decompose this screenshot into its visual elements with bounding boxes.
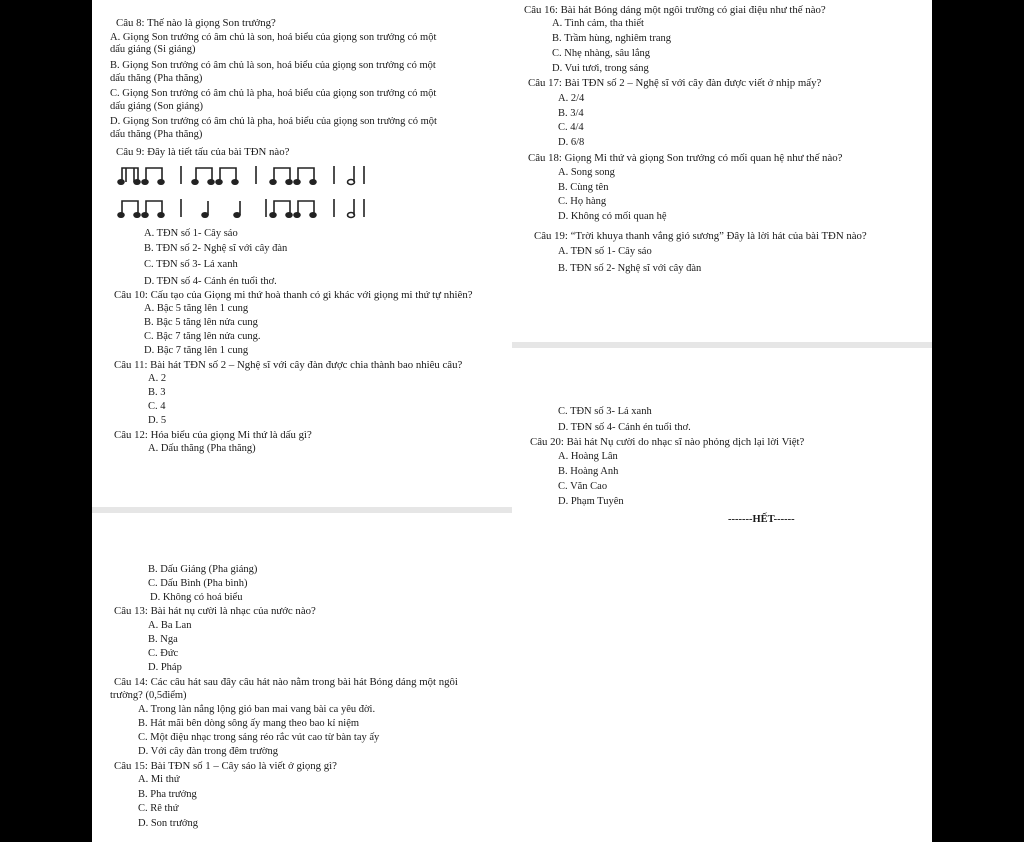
rhythm-row-1 — [118, 166, 364, 185]
question-14: Câu 14: Các câu hát sau đây câu hát nào nằm trong bài hát Bóng dáng một ngôi — [114, 676, 458, 688]
q10-option-c: C. Bậc 7 tăng lên nửa cung. — [144, 331, 261, 342]
q10-option-a: A. Bậc 5 tăng lên 1 cung — [144, 303, 249, 314]
question-17: Câu 17: Bài TĐN số 2 – Nghệ sĩ với cây đàn được viết ở nhịp mấy? — [528, 77, 822, 89]
q10-option-d: D. Bậc 7 tăng lên 1 cung — [144, 345, 249, 356]
question-14-cont: trường? (0,5điểm) — [110, 690, 187, 701]
q11-option-d: D. 5 — [148, 415, 167, 426]
q18-option-d: D. Không có mối quan hệ — [558, 211, 667, 222]
question-8: Câu 8: Thế nào là giọng Son trưởng? — [116, 17, 276, 29]
q8-option-c-cont: dấu giáng (Son giáng) — [110, 101, 204, 112]
page-divider-right — [512, 342, 932, 348]
q8-option-a: A. Giọng Son trưởng có âm chủ là son, hoá biểu của giọng son trưởng có một — [110, 32, 437, 43]
q12-option-a: A. Dấu thăng (Pha thăng) — [148, 443, 256, 454]
q13-option-a: A. Ba Lan — [148, 620, 192, 631]
question-19: Câu 19: “Trời khuya thanh vắng gió sương” Đây là lời hát của bài TĐN nào? — [534, 230, 867, 242]
q8-option-a-cont: dấu giáng (Si giáng) — [110, 44, 196, 55]
end-marker: -------HẾT------ — [728, 514, 795, 525]
page-divider-left — [92, 507, 512, 513]
q15-option-b: B. Pha trưởng — [138, 789, 197, 800]
q13-option-d: D. Pháp — [148, 662, 182, 673]
q18-option-a: A. Song song — [558, 167, 615, 178]
q16-option-a: A. Tình cảm, tha thiết — [552, 18, 644, 29]
rhythm-notation — [116, 160, 376, 222]
q8-option-d: D. Giọng Son trưởng có âm chủ là pha, hoá biểu của giọng son trưởng có một — [110, 116, 437, 127]
q17-option-c: C. 4/4 — [558, 122, 584, 133]
q19-option-c: C. TĐN số 3- Lá xanh — [558, 406, 652, 417]
q14-option-b: B. Hát mãi bên dòng sông ấy mang theo bao kỉ niệm — [138, 718, 360, 729]
q20-option-a: A. Hoàng Lân — [558, 451, 618, 462]
q18-option-c: C. Họ hàng — [558, 196, 607, 207]
q11-option-b: B. 3 — [148, 387, 166, 398]
q10-option-b: B. Bậc 5 tăng lên nửa cung — [144, 317, 258, 328]
q9-option-d: D. TĐN số 4- Cánh én tuổi thơ. — [144, 276, 277, 287]
q14-option-d: D. Với cây đàn trong đêm trường — [138, 746, 278, 757]
q15-option-a: A. Mi thứ — [138, 774, 180, 785]
question-15: Câu 15: Bài TĐN số 1 – Cây sáo là viết ở giọng gì? — [114, 760, 337, 772]
q9-option-a: A. TĐN số 1- Cây sáo — [144, 228, 238, 239]
question-12: Câu 12: Hóa biểu của giọng Mi thứ là dấu gì? — [114, 429, 312, 441]
question-18: Câu 18: Giọng Mi thứ và giọng Son trưởng có mối quan hệ như thế nào? — [528, 152, 843, 164]
q13-option-b: B. Nga — [148, 634, 178, 645]
q9-option-c: C. TĐN số 3- Lá xanh — [144, 259, 238, 270]
q8-option-b-cont: dấu thăng (Pha thăng) — [110, 73, 203, 84]
q9-option-b: B. TĐN số 2- Nghệ sĩ với cây đàn — [144, 243, 288, 254]
q12-option-b: B. Dấu Giáng (Pha giáng) — [148, 564, 258, 575]
q19-option-d: D. TĐN số 4- Cánh én tuổi thơ. — [558, 422, 691, 433]
q14-option-c: C. Một điệu nhạc trong sáng réo rắc vút cao từ bàn tay ấy — [138, 732, 380, 743]
q14-option-a: A. Trong làn nắng lộng gió ban mai vang bài ca yêu đời. — [138, 704, 376, 715]
question-11: Câu 11: Bài hát TĐN số 2 – Nghệ sĩ với cây đàn được chia thành bao nhiêu câu? — [114, 359, 463, 371]
question-16: Câu 16: Bài hát Bóng dáng một ngôi trường có giai điệu như thế nào? — [524, 4, 826, 16]
q11-option-c: C. 4 — [148, 401, 166, 412]
q20-option-b: B. Hoàng Anh — [558, 466, 619, 477]
q18-option-b: B. Cùng tên — [558, 182, 609, 193]
question-13: Câu 13: Bài hát nụ cười là nhạc của nước nào? — [114, 605, 316, 617]
question-10: Câu 10: Cấu tạo của Giọng mi thứ hoà thanh có gì khác với giọng mi thứ tự nhiên? — [114, 289, 473, 301]
q20-option-d: D. Phạm Tuyên — [558, 496, 624, 507]
q16-option-c: C. Nhẹ nhàng, sâu lắng — [552, 48, 650, 59]
q8-option-c: C. Giọng Son trưởng có âm chủ là pha, hoá biểu của giọng son trưởng có một — [110, 88, 437, 99]
question-20: Câu 20: Bài hát Nụ cười do nhạc sĩ nào phỏng dịch lại lời Việt? — [530, 436, 805, 448]
q20-option-c: C. Văn Cao — [558, 481, 608, 492]
q17-option-a: A. 2/4 — [558, 93, 585, 104]
q12-option-c: C. Dấu Bình (Pha bình) — [148, 578, 248, 589]
q15-option-d: D. Son trưởng — [138, 818, 198, 829]
q16-option-b: B. Trầm hùng, nghiêm trang — [552, 33, 672, 44]
q19-option-a: A. TĐN số 1- Cây sáo — [558, 246, 652, 257]
q17-option-b: B. 3/4 — [558, 108, 584, 119]
q11-option-a: A. 2 — [148, 373, 167, 384]
rhythm-row-2 — [118, 199, 364, 218]
q19-option-b: B. TĐN số 2- Nghệ sĩ với cây đàn — [558, 263, 702, 274]
q15-option-c: C. Rê thứ — [138, 803, 179, 814]
q13-option-c: C. Đức — [148, 648, 179, 659]
q17-option-d: D. 6/8 — [558, 137, 585, 148]
q12-option-d: D. Không có hoá biểu — [150, 592, 243, 603]
q16-option-d: D. Vui tươi, trong sáng — [552, 63, 649, 74]
exam-page — [92, 0, 932, 842]
q8-option-d-cont: dấu thăng (Pha thăng) — [110, 129, 203, 140]
question-9: Câu 9: Đây là tiết tấu của bài TĐN nào? — [116, 146, 290, 158]
q8-option-b: B. Giọng Son trưởng có âm chủ là son, hoá biểu của giọng son trưởng có một — [110, 60, 436, 71]
